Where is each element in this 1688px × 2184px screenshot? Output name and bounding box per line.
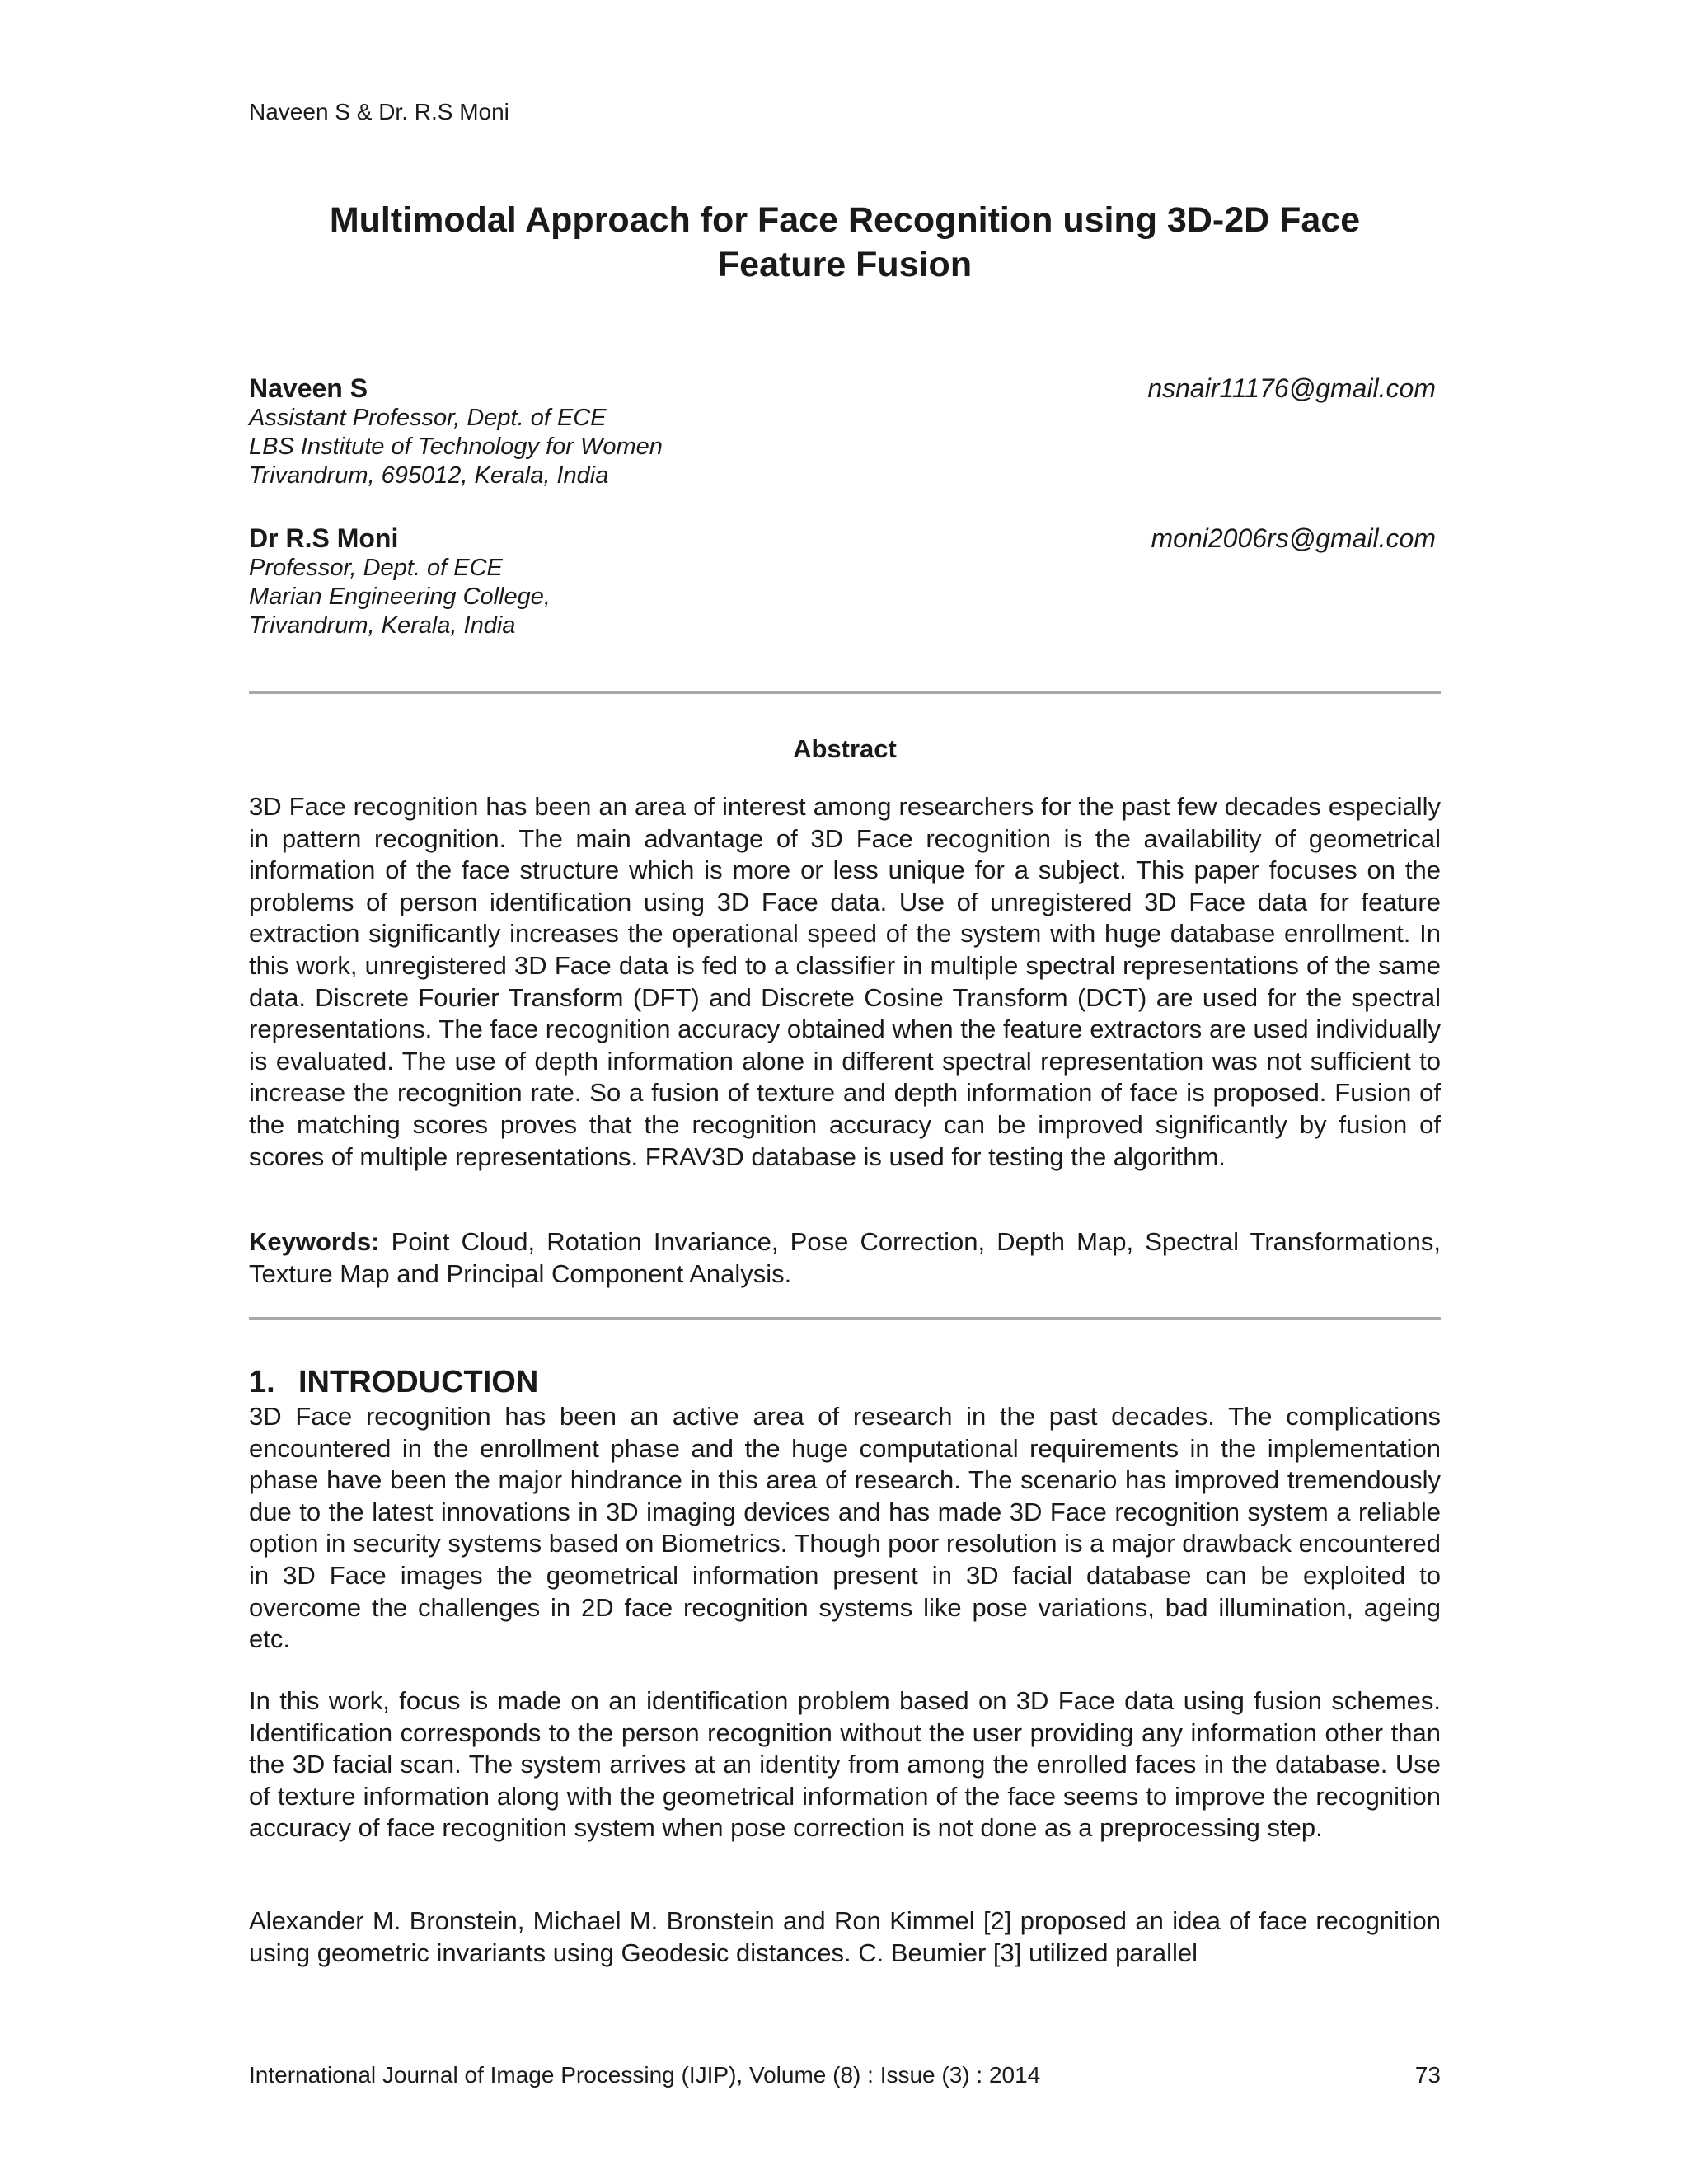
keywords-label: Keywords: (249, 1227, 380, 1256)
section-heading (249, 1363, 538, 1401)
author-block-1 (249, 373, 1441, 490)
author-email: nsnair11176@gmail.com (1147, 373, 1436, 403)
author-affiliation-line: LBS Institute of Technology for Women (249, 434, 663, 460)
keywords (249, 1226, 1441, 1290)
paper-title (249, 198, 1441, 287)
author-affiliation-line: Professor, Dept. of ECE (249, 555, 503, 581)
divider-bottom (249, 1317, 1441, 1320)
author-name: Dr R.S Moni (249, 523, 399, 553)
author-affiliation-line: Assistant Professor, Dept. of ECE (249, 405, 607, 431)
title-line-1: Multimodal Approach for Face Recognition using 3D-2D Face (329, 200, 1361, 240)
section-title: INTRODUCTION (298, 1365, 539, 1399)
footer-journal: International Journal of Image Processing (IJIP), Volume (8) : Issue (3) : 2014 (249, 2062, 1041, 2088)
author-affiliation-line: Trivandrum, Kerala, India (249, 612, 516, 639)
author-name: Naveen S (249, 373, 368, 403)
intro-paragraph-2: In this work, focus is made on an identification problem based on 3D Face data using fusion schemes. Identification corresponds to the person recognition without the user providing any information other than the 3D facial scan. The system arrives at an identity from among the enrolled faces in the database. Use of texture information along with the geometrical information of the face seems to improve the recognition accuracy of face recognition system when pose correction is not done as a preprocessing step. (249, 1686, 1441, 1843)
author-email: moni2006rs@gmail.com (1151, 523, 1436, 553)
intro-paragraph-1: 3D Face recognition has been an active area of research in the past decades. The complications encountered in the enrollment phase and the huge computational requirements in the implementation phase have been the major hindrance in this area of research. The scenario has improved tremendously due to the latest innovations in 3D imaging devices and has made 3D Face recognition system a reliable option in security systems based on Biometrics. Though poor resolution is a major drawback encountered in 3D Face images the geometrical information present in 3D facial database can be exploited to overcome the challenges in 2D face recognition systems like pose variations, bad illumination, ageing etc. (249, 1402, 1441, 1654)
divider-top (249, 691, 1441, 694)
author-block-2 (249, 523, 1441, 640)
abstract-heading: Abstract (793, 734, 897, 763)
abstract-text: 3D Face recognition has been an area of interest among researchers for the past few decades especially in pattern recognition. The main advantage of 3D Face recognition is the availability of geometrical information of the face structure which is more or less unique for a subject. This paper focuses on the problems of person identification using 3D Face data. Use of unregistered 3D Face data for feature extraction significantly increases the operational speed of the system with huge database enrollment. In this work, unregistered 3D Face data is fed to a classifier in multiple spectral representations of the same data. Discrete Fourier Transform (DFT) and Discrete Cosine Transform (DCT) are used for the spectral representations. The face recognition accuracy obtained when the feature extractors are used individually is evaluated. The use of depth information alone in different spectral representation was not sufficient to increase the recognition rate. So a fusion of texture and depth information of face is proposed. Fusion of the matching scores proves that the recognition accuracy can be improved significantly by fusion of scores of multiple representations. FRAV3D database is used for testing the algorithm. (249, 792, 1441, 1171)
page-footer (249, 2060, 1441, 2090)
section-number: 1. (249, 1365, 275, 1399)
title-line-2: Feature Fusion (717, 245, 973, 284)
author-affiliation-line: Trivandrum, 695012, Kerala, India (249, 462, 609, 489)
author-affiliation-line: Marian Engineering College, (249, 583, 551, 610)
keywords-text: Point Cloud, Rotation Invariance, Pose Correction, Depth Map, Spectral Transformations, Texture Map and Principal Component Analysis. (249, 1227, 1441, 1288)
running-head: Naveen S & Dr. R.S Moni (249, 99, 509, 124)
intro-paragraph-3: Alexander M. Bronstein, Michael M. Bronstein and Ron Kimmel [2] proposed an idea of face recognition using geometric invariants using Geodesic distances. C. Beumier [3] utilized parallel (249, 1906, 1441, 1967)
page-number: 73 (1414, 2062, 1441, 2088)
